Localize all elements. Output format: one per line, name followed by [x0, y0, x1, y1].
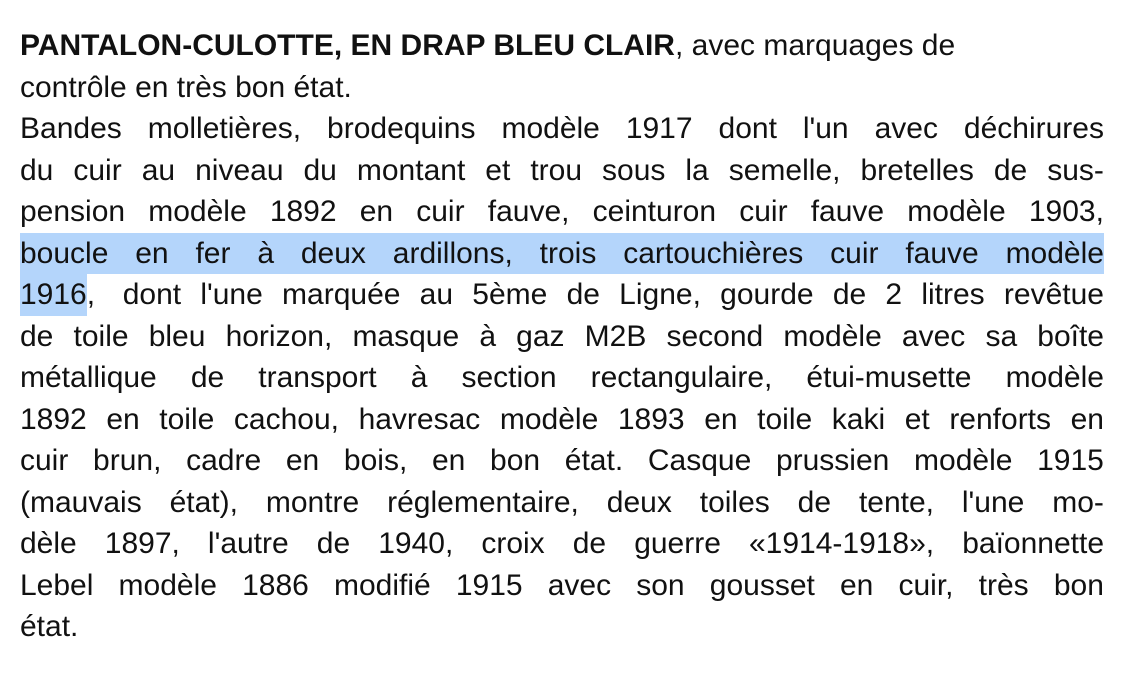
word: tente, [858, 485, 934, 519]
word: cadre [186, 444, 262, 477]
word: fer [195, 236, 231, 270]
word: et [904, 402, 930, 436]
text-line-5 [20, 191, 1104, 233]
word: en [704, 402, 738, 436]
word: très [978, 568, 1029, 602]
word: mo- [1052, 485, 1104, 519]
word: trois [539, 236, 597, 270]
word: cartouchières [623, 236, 804, 270]
word: brodequins [327, 112, 476, 145]
word: en [839, 568, 874, 602]
word: cuir [416, 195, 465, 228]
word: ceinturon [592, 195, 717, 228]
word: l'une [200, 278, 263, 311]
word: à [479, 319, 496, 353]
word: son [636, 568, 685, 602]
text-line-6[interactable] [20, 233, 1104, 275]
word: deux [300, 236, 366, 270]
word: croix [481, 527, 545, 560]
word: niveau [195, 153, 284, 187]
word: Casque [647, 444, 752, 477]
word: fauve, [487, 195, 570, 228]
word: revêtue [1003, 278, 1104, 311]
word: de [190, 361, 225, 394]
word: prussien [775, 444, 890, 477]
word: kaki [831, 402, 886, 436]
word: cuir, [898, 568, 954, 602]
word: état. [564, 444, 624, 477]
word: sa [985, 319, 1018, 353]
text-line-10 [20, 399, 1104, 441]
word: gourde [720, 278, 814, 311]
item-title: PANTALON-CULOTTE, EN DRAP BLEU CLAIR [20, 29, 675, 62]
word: modèle [1005, 361, 1104, 394]
word: modèle [907, 195, 1006, 228]
word: 1893 [617, 402, 685, 436]
word: cuir [20, 444, 69, 477]
text-line-4 [20, 150, 1104, 192]
text-line-8 [20, 316, 1104, 358]
word: (mauvais [20, 485, 142, 519]
word: cuir [73, 153, 122, 187]
word: toile [757, 402, 813, 436]
text-line-15 [20, 606, 1104, 648]
word: au [141, 153, 176, 187]
word: réglementaire, [387, 485, 579, 519]
word: boîte [1037, 319, 1104, 353]
word: semelle, [728, 153, 841, 187]
word: cuir [739, 195, 788, 228]
word: 2 [885, 278, 903, 311]
word: bleu [148, 319, 206, 353]
word: 1915 [455, 568, 523, 602]
word: section [461, 361, 557, 394]
word: toiles [699, 485, 770, 519]
word: l'autre [207, 527, 289, 560]
word: du [303, 153, 337, 187]
text-line-1 [20, 25, 1104, 67]
word: gousset [709, 568, 815, 602]
word: brun, [93, 444, 162, 477]
word: havresac [358, 402, 481, 436]
word: 1915 [1037, 444, 1104, 477]
word: avec [547, 568, 612, 602]
word: masque [352, 319, 460, 353]
word: modèle [148, 195, 247, 228]
word: étui-musette [806, 361, 972, 394]
word: dont [718, 112, 777, 145]
word: de [572, 527, 607, 560]
word: en [1070, 402, 1104, 436]
word: transport [258, 361, 377, 394]
line-text: contrôle en très bon état. [20, 70, 352, 104]
word: rectangulaire, [590, 361, 773, 394]
word: bon [490, 444, 541, 477]
word: fauve [810, 195, 885, 228]
word: horizon, [225, 319, 333, 353]
word: du [20, 153, 54, 187]
word: «1914-1918», [748, 527, 935, 560]
word: 1903, [1028, 195, 1104, 228]
word: l'une [961, 485, 1025, 519]
word: de [993, 153, 1028, 187]
word: cuir [830, 236, 879, 270]
word: pension [20, 195, 126, 228]
word: modèle [499, 402, 599, 436]
text-line-9 [20, 357, 1104, 399]
word: en [431, 444, 466, 477]
document-paragraph [20, 25, 1104, 648]
selected-text-end[interactable]: 1916 [20, 274, 87, 316]
word: gaz [516, 319, 565, 353]
word: et [485, 153, 511, 187]
word: renforts [949, 402, 1052, 436]
line-text: état. [20, 610, 79, 643]
word: en [359, 195, 394, 228]
line-rest [87, 274, 1104, 316]
text-line-11 [20, 440, 1104, 482]
text-line-13 [20, 523, 1104, 565]
word: modèle [914, 444, 1013, 477]
word: de [20, 319, 54, 353]
word: second [666, 319, 764, 353]
text-line-14 [20, 565, 1104, 607]
word: boucle [20, 236, 109, 270]
word: trou [530, 153, 583, 187]
word: avec [901, 319, 966, 353]
word: métallique [20, 361, 157, 394]
word: dont [122, 278, 182, 311]
word: modèle [783, 319, 882, 353]
word: modèle [501, 112, 600, 145]
word: deux [606, 485, 672, 519]
word: à [257, 236, 275, 270]
word: état), [169, 485, 238, 519]
word: modèle [1005, 236, 1104, 270]
word: sus- [1047, 153, 1104, 187]
word: montre [265, 485, 360, 519]
word: en [106, 402, 140, 436]
word: modèle [118, 568, 217, 602]
word: marquée [282, 278, 401, 311]
word: 1892 [269, 195, 337, 228]
selected-text[interactable] [20, 233, 1104, 275]
word: 1897, [104, 527, 180, 560]
word: en [135, 236, 169, 270]
word: l'un [802, 112, 849, 145]
word: baïonnette [962, 527, 1104, 560]
word: M2B [584, 319, 647, 353]
word: au [419, 278, 454, 311]
word: toile [73, 319, 129, 353]
word: guerre [634, 527, 721, 560]
word: 1917 [625, 112, 693, 145]
word: 1892 [20, 402, 87, 436]
word: de [316, 527, 351, 560]
word: de [566, 278, 600, 311]
text-line-12 [20, 482, 1104, 524]
word: molletières, [147, 112, 302, 145]
word: cachou, [233, 402, 339, 436]
word: bretelles [860, 153, 974, 187]
word: Ligne, [619, 278, 701, 311]
word: de [797, 485, 832, 519]
text-line-7 [20, 274, 1104, 316]
word: modifié [333, 568, 431, 602]
text-line-2 [20, 67, 1104, 109]
word: sous [602, 153, 666, 187]
title-continuation: , avec marquages de [674, 29, 956, 62]
word: fauve [905, 236, 979, 270]
word: à [410, 361, 428, 394]
word: toile [159, 402, 215, 436]
word: bon [1053, 568, 1104, 602]
word: avec [874, 112, 938, 145]
text-line-3 [20, 108, 1104, 150]
word: , [86, 278, 96, 311]
word: la [685, 153, 709, 187]
word: en [285, 444, 320, 477]
word: montant [356, 153, 466, 187]
word: dèle [20, 527, 77, 560]
word: Lebel [20, 568, 94, 602]
word: bois, [343, 444, 408, 477]
word: ardillons, [392, 236, 513, 270]
word: 1886 [242, 568, 309, 602]
word: de [832, 278, 867, 311]
word: Bandes [20, 112, 122, 145]
word: litres [921, 278, 985, 311]
word: déchirures [963, 112, 1104, 145]
word: 5ème [472, 278, 548, 311]
word: 1940, [378, 527, 454, 560]
